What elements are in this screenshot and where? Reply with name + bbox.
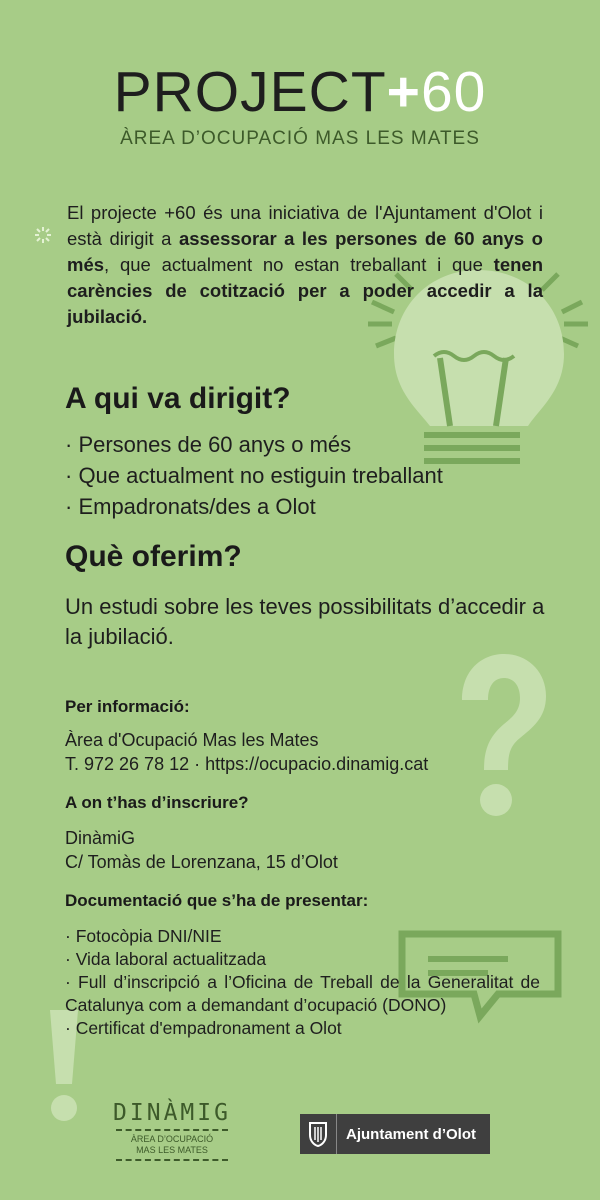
list-item: · Vida laboral actualitzada (65, 949, 267, 969)
title-prefix: PROJECT (113, 60, 387, 124)
offer-heading: Què oferim? (65, 540, 242, 573)
documents-list (65, 925, 540, 1040)
sparkle-icon (34, 226, 52, 244)
ajuntament-olot-logo (300, 1114, 490, 1154)
project-title (0, 62, 600, 122)
intro-bold-2: tenen carències de cotització per a poder accedir a la jubilació. (67, 254, 543, 327)
list-item: · Fotocòpia DNI/NIE (65, 926, 222, 946)
dinamig-line-1: ÀREA D’OCUPACIÓ (130, 1134, 214, 1144)
audience-heading: A qui va dirigit? (65, 382, 291, 415)
register-block (65, 826, 338, 874)
info-block (65, 728, 428, 776)
info-heading: Per informació: (65, 697, 190, 716)
subtitle: ÀREA D’OCUPACIÓ MAS LES MATES (120, 128, 480, 149)
intro-bold-1: assessorar a les persones de 60 anys o més (67, 228, 543, 275)
register-line-2: C/ Tomàs de Lorenzana, 15 d’Olot (65, 852, 338, 872)
shield-icon (300, 1114, 337, 1154)
intro-text-1: El projecte +60 és una iniciativa de l'Ajuntament d'Olot i està dirigit a (67, 202, 543, 249)
title-plus: + (386, 60, 421, 124)
documents-heading: Documentació que s’ha de presentar: (65, 891, 369, 910)
info-line-1: Àrea d'Ocupació Mas les Mates (65, 730, 319, 750)
register-line-1: DinàmiG (65, 828, 136, 848)
dinamig-logo (112, 1100, 232, 1164)
list-item: · Full d’inscripció a l’Oficina de Treball de la Generalitat de Catalunya com a demandant d’ocupació (DONO) (65, 972, 540, 1015)
audience-list (65, 429, 443, 522)
offer-text: Un estudi sobre les teves possibilitats d’accedir a la jubilació. (65, 594, 545, 649)
header (0, 62, 600, 150)
intro-text-2: , que actualment no estan treballant i que (104, 254, 494, 275)
divider (116, 1129, 228, 1131)
register-heading: A on t’has d’inscriure? (65, 793, 249, 812)
title-number: 60 (420, 60, 487, 124)
dinamig-line-2: MAS LES MATES (136, 1145, 208, 1155)
list-item: · Empadronats/des a Olot (65, 494, 316, 519)
list-item: · Que actualment no estiguin treballant (65, 463, 443, 488)
olot-name: Ajuntament d’Olot (346, 1125, 476, 1143)
intro-paragraph (67, 200, 543, 330)
dinamig-name: DINÀMIG (113, 1100, 231, 1126)
divider (116, 1159, 228, 1161)
list-item: · Certificat d'empadronament a Olot (65, 1018, 342, 1038)
question-mark-icon (452, 652, 552, 822)
info-line-2: T. 972 26 78 12 · https://ocupacio.dinamig.cat (65, 754, 429, 774)
list-item: · Persones de 60 anys o més (65, 432, 352, 457)
